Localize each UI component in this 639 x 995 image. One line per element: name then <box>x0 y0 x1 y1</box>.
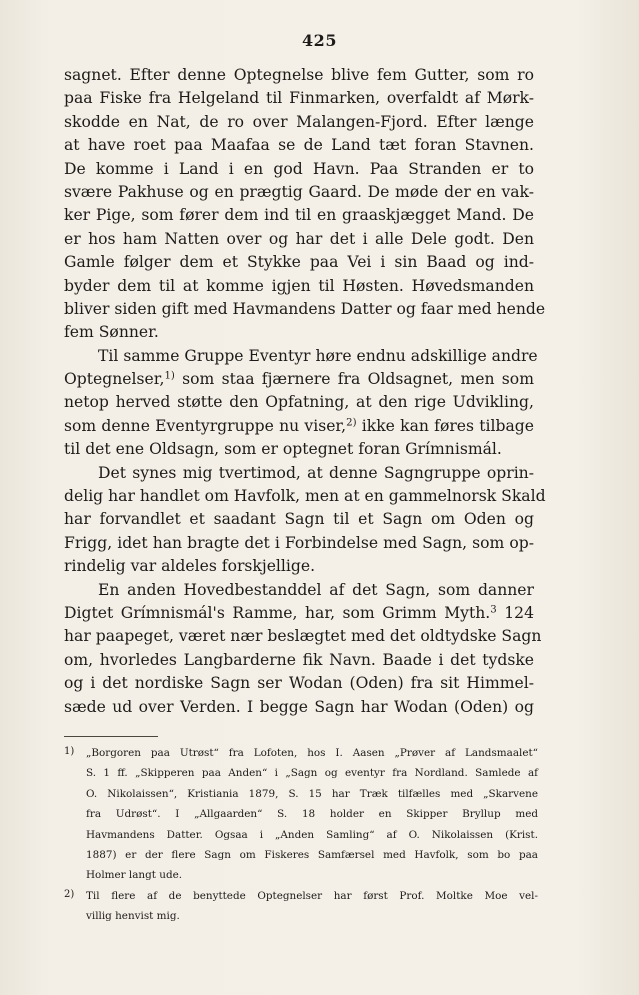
body-line-14-a: Optegnelser, <box>64 370 165 389</box>
body-line-3: skodde en Nat, de ro over Malangen-Fjord. Efter længe <box>64 112 534 131</box>
footnote-ref-1: 1) <box>164 370 175 382</box>
body-line-20: har forvandlet et saadant Sagn til et Sagn om Oden og <box>64 510 534 529</box>
footnote-2-mark: 2) <box>64 888 75 900</box>
body-line-8: er hos ham Natten over og har det i alle Dele godt. Den <box>64 229 534 248</box>
body-line-11: bliver siden gift med Havmandens Datter og faar med hende <box>64 299 546 318</box>
body-line-22: rindelig var aldeles forskjellige. <box>64 557 316 576</box>
footnotes <box>64 743 538 927</box>
body-line-21: Frigg, idet han bragte det i Forbindelse med Sagn, som op- <box>64 533 534 552</box>
footnote-1-line-4: fra Udrøst“. I „Allgaarden“ S. 18 holder en Skipper Bryllup med <box>86 808 538 821</box>
body-line-15: netop herved støtte den Opfatning, at den rige Udvikling, <box>64 393 534 412</box>
footnote-1-line-1 <box>64 743 538 763</box>
footnote-1-line-7: Holmer langt ude. <box>86 869 183 882</box>
body-line-24 <box>64 602 534 625</box>
body-line-16 <box>64 415 534 438</box>
reference-superscript-3: 3 <box>490 604 497 616</box>
footnote-1-line-2: S. 1 ff. „Skipperen paa Anden“ i „Sagn og eventyr fra Nordland. Samlede af <box>86 767 538 780</box>
body-line-5: De komme i Land i en god Havn. Paa Stranden er to <box>64 159 534 178</box>
body-line-16-a: som denne Eventyrgruppe nu viser, <box>64 416 347 435</box>
body-line-17: til det ene Oldsagn, som er optegnet foran Grímnismál. <box>64 440 502 459</box>
body-line-12: fem Sønner. <box>64 323 159 342</box>
body-line-27: og i det nordiske Sagn ser Wodan (Oden) fra sit Himmel- <box>64 674 534 693</box>
body-line-26: om, hvorledes Langbarderne fik Navn. Baade i det tydske <box>64 650 534 669</box>
body-line-9: Gamle følger dem et Stykke paa Vei i sin Baad og ind- <box>64 253 534 272</box>
footnote-1-line-3: O. Nikolaissen“, Kristiania 1879, S. 15 har Træk tilfælles med „Skarvene <box>86 787 538 800</box>
body-line-4: at have roet paa Maafaa se de Land tæt foran Stavnen. <box>64 136 534 155</box>
body-line-24-a: Digtet Grímnismál's Ramme, har, som Grimm Myth. <box>64 603 491 622</box>
body-line-14-b: som staa fjærnere fra Oldsagnet, men som <box>182 370 534 389</box>
body-line-16-b: ikke kan føres tilbage <box>361 416 534 435</box>
body-text <box>64 64 546 719</box>
footnote-ref-2: 2) <box>346 417 357 429</box>
body-line-24-b: 124 <box>504 603 534 622</box>
footnote-2-line-1-text: Til flere af de benyttede Optegnelser har først Prof. Moltke Moe vel- <box>86 889 538 902</box>
footnote-1-line-6: 1887) er der flere Sagn om Fiskeres Samfærsel med Havfolk, som bo paa <box>86 848 538 861</box>
body-line-25: har paapeget, været nær beslægtet med det oldtydske Sagn <box>64 627 542 646</box>
footnote-2-line-2: villig henvist mig. <box>86 910 180 923</box>
body-line-23: En anden Hovedbestanddel af det Sagn, som danner <box>98 580 534 599</box>
footnote-1-line-5: Havmandens Datter. Ogsaa i „Anden Samling“ af O. Nikolaissen (Krist. <box>86 828 538 841</box>
body-line-2: paa Fiske fra Helgeland til Finmarken, overfaldt af Mørk- <box>64 89 534 108</box>
footnote-divider <box>64 736 158 737</box>
footnote-1-mark: 1) <box>64 746 75 757</box>
body-line-28: sæde ud over Verden. I begge Sagn har Wodan (Oden) og <box>64 697 534 716</box>
footnote-2-line-1 <box>64 886 538 906</box>
page-number: 425 <box>302 31 337 50</box>
body-line-14 <box>64 368 534 391</box>
body-line-10: byder dem til at komme igjen til Høsten. Høvedsmanden <box>64 276 534 295</box>
body-line-1: sagnet. Efter denne Optegnelse blive fem Gutter, som ro <box>64 66 534 84</box>
footnote-1-line-1-text: „Borgoren paa Utrøst“ fra Lofoten, hos I. Aasen „Prøver af Landsmaalet“ <box>86 747 538 759</box>
body-line-19: delig har handlet om Havfolk, men at en gammelnorsk Skald <box>64 487 546 506</box>
body-line-7: ker Pige, som fører dem ind til en graaskjægget Mand. De <box>64 206 534 225</box>
body-line-6: svære Pakhuse og en prægtig Gaard. De møde der en vak- <box>64 182 534 201</box>
body-line-18: Det synes mig tvertimod, at denne Sagngruppe oprin- <box>98 463 534 482</box>
body-line-13: Til samme Gruppe Eventyr høre endnu adskillige andre <box>98 346 538 365</box>
